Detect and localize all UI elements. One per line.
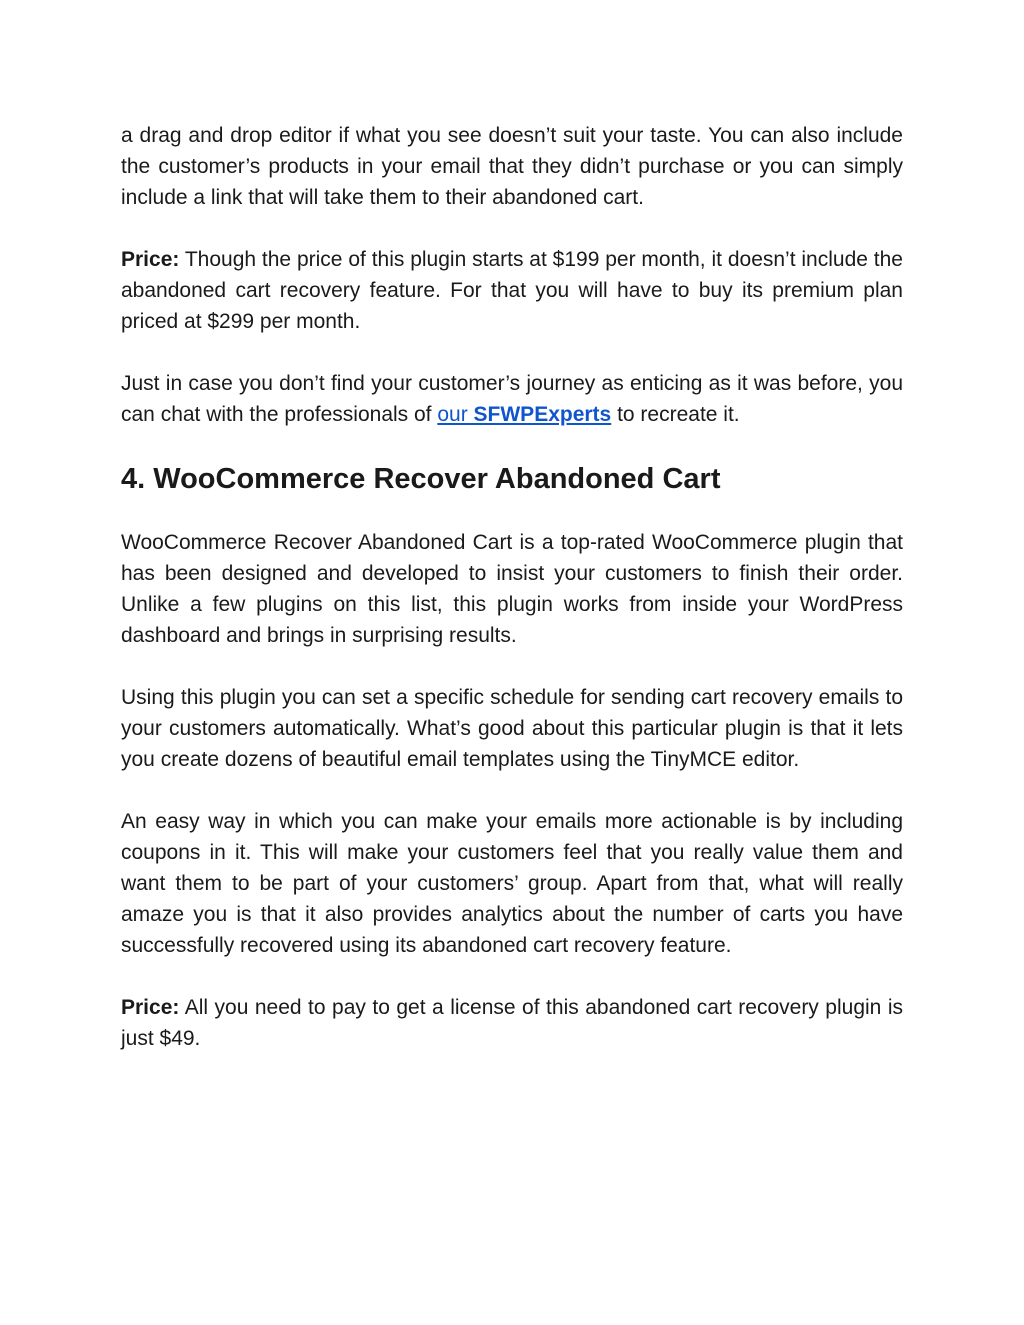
price-text-second: All you need to pay to get a license of this abandoned cart recovery plugin is just $49. — [121, 996, 903, 1050]
price-label: Price: — [121, 248, 180, 271]
experts-text-after: to recreate it. — [611, 403, 740, 426]
paragraph-editor-intro: a drag and drop editor if what you see doesn’t suit your taste. You can also include the customer’s products in your email that they didn’t purchase or you can simply include a link that will take them to their abandoned cart. — [121, 124, 903, 209]
section-heading: 4. WooCommerce Recover Abandoned Cart — [121, 463, 721, 495]
sfwpexperts-link[interactable] — [437, 403, 611, 426]
link-text-bold: SFWPExperts — [473, 403, 612, 426]
price-label-second: Price: — [121, 996, 180, 1019]
paragraph-plugin-intro: WooCommerce Recover Abandoned Cart is a top-rated WooCommerce plugin that has been designed and developed to insist your customers to finish their order. Unlike a few plugins on this list, this plugin works from inside your WordPress dashboard and brings in surprising results. — [121, 531, 903, 647]
paragraph-schedule: Using this plugin you can set a specific schedule for sending cart recovery emails to your customers automatically. What’s good about this particular plugin is that it lets you create dozens of beautiful email templates using the TinyMCE editor. — [121, 686, 903, 771]
paragraph-coupons: An easy way in which you can make your emails more actionable is by including coupons in it. This will make your customers feel that you really value them and want them to be part of your customers’ group. Apart from that, what will really amaze you is that it also provides analytics about the number of carts you have successfully recovered using its abandoned cart recovery feature. — [121, 810, 903, 957]
document-body — [121, 120, 903, 1085]
paragraph-price-first — [121, 244, 903, 337]
price-text: Though the price of this plugin starts at $199 per month, it doesn’t include the abandoned cart recovery feature. For that you will have to buy its premium plan priced at $299 per month. — [121, 248, 903, 333]
paragraph-experts — [121, 368, 903, 430]
link-text-plain: our — [437, 403, 474, 426]
paragraph-price-second — [121, 992, 903, 1054]
experts-text-before: Just in case you don’t find your customer’s journey as enticing as it was before, you can chat with the professionals of — [121, 372, 903, 426]
